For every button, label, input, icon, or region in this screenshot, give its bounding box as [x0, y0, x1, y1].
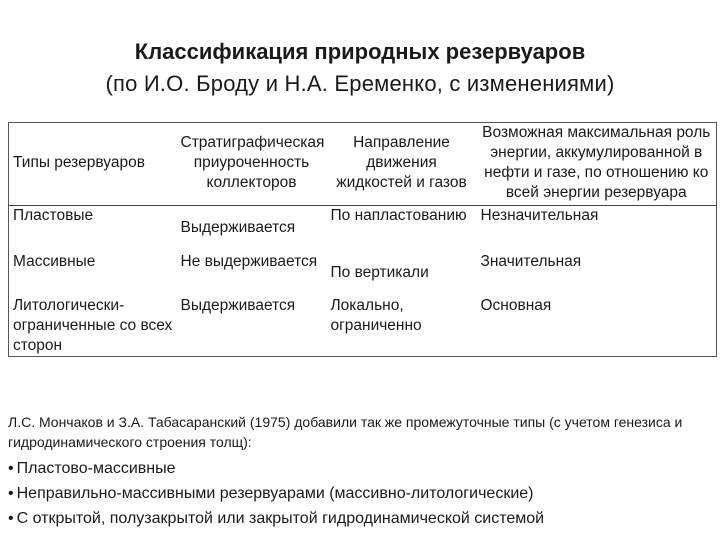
cell-direction: По вертикали: [330, 263, 429, 281]
cell-direction: Локально, ограниченно: [330, 296, 422, 334]
notes-lead: Л.С. Мончаков и З.А. Табасаранский (1975) добавили так же промежуточные типы (с учетом генезиса и гидродинамического строения толщ):: [8, 414, 683, 450]
cell-stratigraphic: Выдерживается: [180, 218, 296, 236]
cell-direction: По напластованию: [330, 207, 467, 224]
cell-stratigraphic: Не выдерживается: [180, 252, 318, 270]
header-reservoir-types: Типы резервуаров: [9, 123, 177, 206]
cell-stratigraphic: Выдерживается: [180, 296, 296, 314]
list-item: • С открытой, полузакрытой или закрытой гидродинамической системой: [8, 506, 712, 531]
title-subtitle: (по И.О. Броду и Н.А. Еременко, с изменениями): [105, 71, 615, 96]
reservoir-classification-table: [8, 122, 717, 357]
table-row: [9, 206, 717, 250]
list-item: • Пластово-массивные: [8, 456, 712, 481]
cell-type: Литологически-ограниченные со всех сторон: [13, 296, 173, 354]
list-item: • Неправильно-массивными резервуарами (массивно-литологические): [8, 481, 712, 506]
cell-type: Массивные: [13, 252, 96, 270]
cell-type: Пластовые: [13, 207, 94, 224]
notes-section: [8, 412, 712, 531]
cell-energy: Основная: [480, 296, 552, 314]
title-main: Классификация природных резервуаров: [134, 39, 586, 64]
intermediate-types-list: [8, 456, 712, 531]
slide-title: [0, 36, 720, 100]
cell-energy: Незначительная: [480, 207, 599, 224]
header-stratigraphic: Стратиграфическая приуроченность коллекторов: [177, 123, 327, 206]
table-row: [9, 294, 717, 357]
table-header-row: [9, 123, 717, 206]
header-fluid-direction: Направление движения жидкостей и газов: [327, 123, 477, 206]
header-energy-role: Возможная максимальная роль энергии, аккумулированной в нефти и газе, по отношению ко всей энергии резервуара: [477, 123, 717, 206]
table-row: [9, 250, 717, 294]
cell-energy: Значительная: [480, 252, 582, 270]
